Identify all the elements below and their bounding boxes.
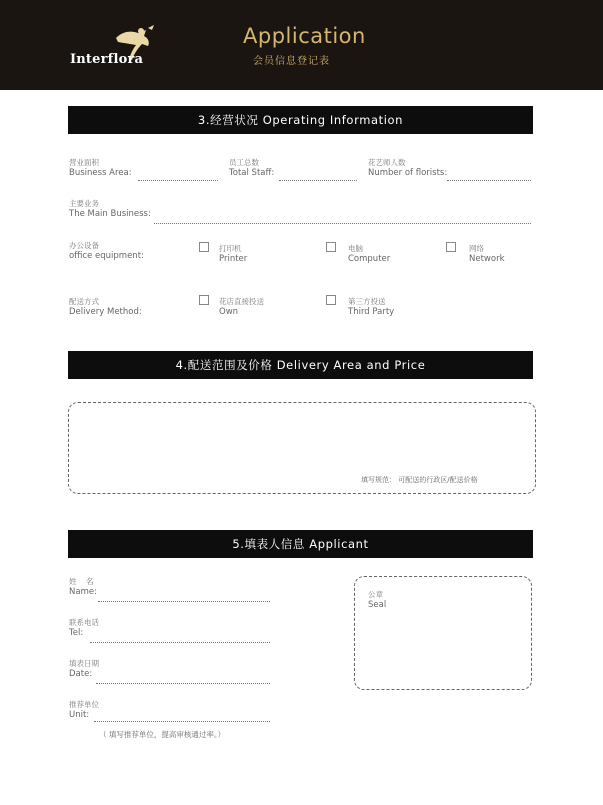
total-staff-field[interactable] (279, 180, 357, 181)
printer-checkbox[interactable] (199, 242, 209, 252)
unit-note: （ 填写推荐单位，提高审核通过率。） (99, 730, 226, 739)
section-4-heading: 4.配送范围及价格 Delivery Area and Price (68, 351, 533, 379)
business-area-label: 营业面积 Business Area: (69, 158, 132, 178)
network-option-label: 网络 Network (469, 244, 505, 264)
printer-option-label: 打印机 Printer (219, 244, 248, 264)
name-field[interactable] (98, 601, 270, 602)
date-field[interactable] (96, 683, 270, 684)
unit-field[interactable] (94, 721, 270, 722)
network-checkbox[interactable] (446, 242, 456, 252)
business-area-field[interactable] (138, 180, 218, 181)
section-5-heading: 5.填表人信息 Applicant (68, 530, 533, 558)
delivery-method-label: 配送方式 Delivery Method: (69, 297, 142, 317)
main-business-field[interactable] (154, 223, 531, 224)
tel-field[interactable] (90, 642, 270, 643)
computer-checkbox[interactable] (326, 242, 336, 252)
header-banner (0, 0, 603, 90)
own-delivery-checkbox[interactable] (199, 295, 209, 305)
page-subtitle: 会员信息登记表 (253, 56, 330, 67)
florists-label: 花艺师人数 Number of florists: (368, 158, 448, 178)
brand-logo-text: Interflora (70, 52, 144, 67)
equipment-label: 办公设备 office equipment: (69, 241, 144, 261)
seal-label: 公章 Seal (368, 590, 387, 610)
main-business-label: 主要业务 The Main Business: (69, 199, 151, 219)
florists-field[interactable] (447, 180, 531, 181)
third-party-option-label: 第三方投送 Third Party (348, 297, 395, 317)
unit-label: 推荐单位 Unit: (69, 700, 99, 720)
delivery-area-hint: 填写规范： 可配送的行政区/配送价格 (361, 476, 478, 484)
tel-label: 联系电话 Tel: (69, 618, 99, 638)
page-title: Application (243, 24, 366, 48)
own-delivery-option-label: 花店直接投送 Own (219, 297, 264, 317)
date-label: 填表日期 Date: (69, 659, 99, 679)
computer-option-label: 电脑 Computer (348, 244, 391, 264)
name-label: 姓 名 Name: (69, 577, 97, 597)
total-staff-label: 员工总数 Total Staff: (229, 158, 275, 178)
third-party-checkbox[interactable] (326, 295, 336, 305)
section-3-heading: 3.经营状况 Operating Information (68, 106, 533, 134)
